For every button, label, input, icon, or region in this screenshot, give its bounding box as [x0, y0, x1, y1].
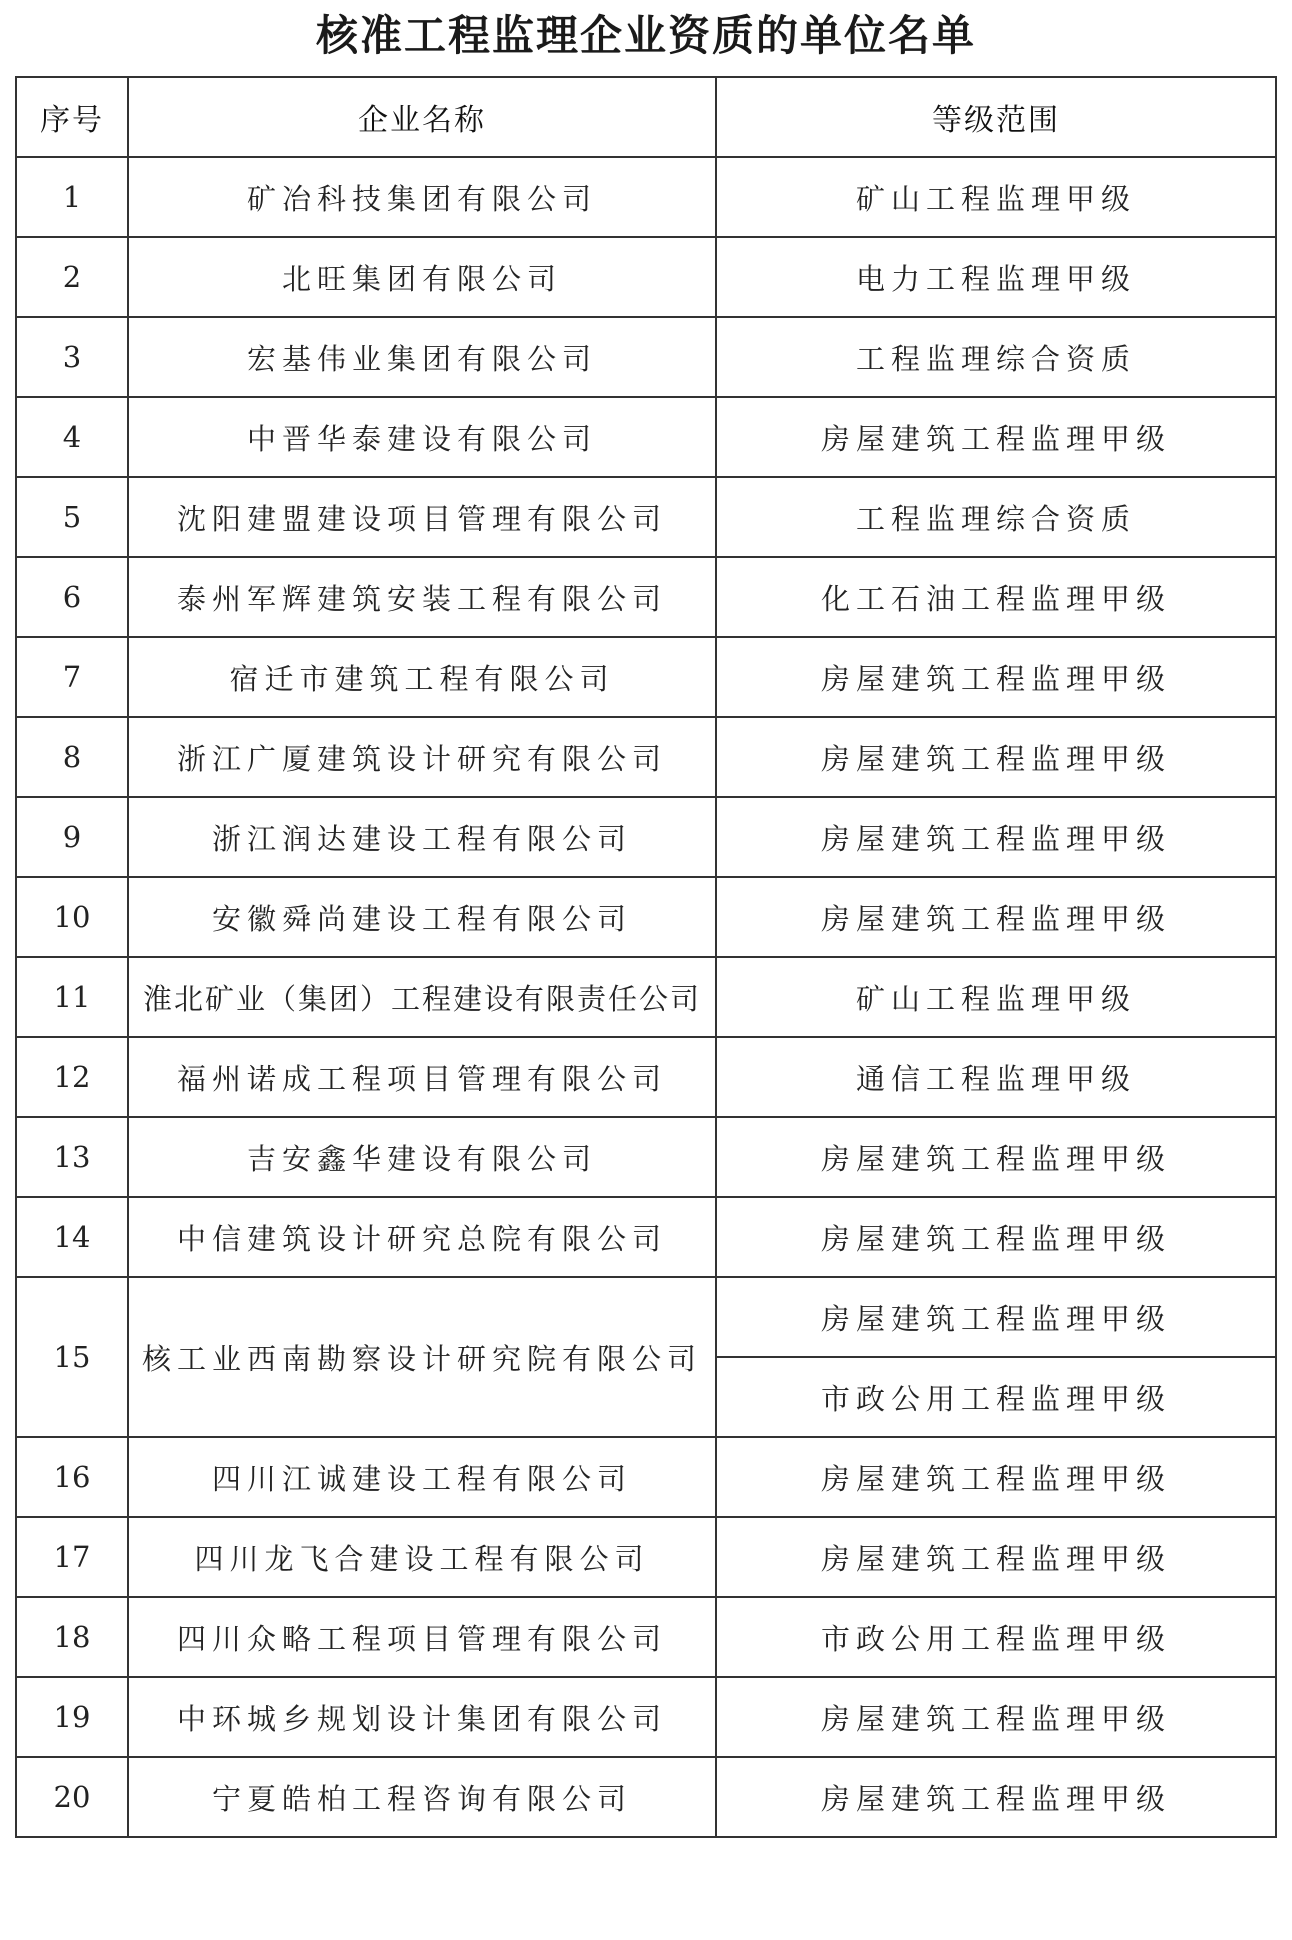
- qualification-scope-cell: 房屋建筑工程监理甲级: [716, 1677, 1276, 1757]
- table-row: [16, 637, 1276, 717]
- table-row: [16, 1757, 1276, 1837]
- qualification-scope-cell: 房屋建筑工程监理甲级: [716, 1117, 1276, 1197]
- table-row: [16, 1517, 1276, 1597]
- serial-number-cell: 12: [16, 1037, 128, 1117]
- serial-number-cell: 9: [16, 797, 128, 877]
- table-row: [16, 957, 1276, 1037]
- table-row: [16, 557, 1276, 637]
- qualification-scope-cell: 化工石油工程监理甲级: [716, 557, 1276, 637]
- serial-number-cell: 19: [16, 1677, 128, 1757]
- table-row: [16, 1677, 1276, 1757]
- qualification-scope-cell: 房屋建筑工程监理甲级: [716, 797, 1276, 877]
- serial-number-cell: 7: [16, 637, 128, 717]
- table-row: [16, 1277, 1276, 1357]
- header-company-name: 企业名称: [128, 77, 716, 157]
- table-row: [16, 1117, 1276, 1197]
- table-row: [16, 1597, 1276, 1677]
- company-name-cell: 北旺集团有限公司: [128, 237, 716, 317]
- company-name-cell: 宏基伟业集团有限公司: [128, 317, 716, 397]
- serial-number-cell: 17: [16, 1517, 128, 1597]
- qualification-scope-cell: 房屋建筑工程监理甲级: [716, 1277, 1276, 1357]
- serial-number-cell: 15: [16, 1277, 128, 1437]
- table-row: [16, 477, 1276, 557]
- table-row: [16, 1197, 1276, 1277]
- serial-number-cell: 16: [16, 1437, 128, 1517]
- qualification-scope-cell: 房屋建筑工程监理甲级: [716, 637, 1276, 717]
- qualification-scope-cell: 工程监理综合资质: [716, 477, 1276, 557]
- company-name-cell: 泰州军辉建筑安装工程有限公司: [128, 557, 716, 637]
- company-name-cell: 浙江润达建设工程有限公司: [128, 797, 716, 877]
- company-name-cell: 宁夏皓柏工程咨询有限公司: [128, 1757, 716, 1837]
- qualification-scope-cell: 房屋建筑工程监理甲级: [716, 877, 1276, 957]
- serial-number-cell: 6: [16, 557, 128, 637]
- table-header-row: [16, 77, 1276, 157]
- serial-number-cell: 11: [16, 957, 128, 1037]
- table-row: [16, 157, 1276, 237]
- qualification-scope-cell: 市政公用工程监理甲级: [716, 1597, 1276, 1677]
- company-name-cell: 四川龙飞合建设工程有限公司: [128, 1517, 716, 1597]
- serial-number-cell: 4: [16, 397, 128, 477]
- table-body: [16, 157, 1276, 1837]
- table-row: [16, 237, 1276, 317]
- company-name-cell: 中环城乡规划设计集团有限公司: [128, 1677, 716, 1757]
- qualification-scope-cell: 矿山工程监理甲级: [716, 957, 1276, 1037]
- qualification-scope-cell: 市政公用工程监理甲级: [716, 1357, 1276, 1437]
- serial-number-cell: 18: [16, 1597, 128, 1677]
- serial-number-cell: 5: [16, 477, 128, 557]
- qualification-scope-cell: 房屋建筑工程监理甲级: [716, 1437, 1276, 1517]
- table-row: [16, 317, 1276, 397]
- serial-number-cell: 8: [16, 717, 128, 797]
- qualification-scope-cell: 矿山工程监理甲级: [716, 157, 1276, 237]
- serial-number-cell: 10: [16, 877, 128, 957]
- qualification-scope-cell: 电力工程监理甲级: [716, 237, 1276, 317]
- company-name-cell: 中晋华泰建设有限公司: [128, 397, 716, 477]
- company-name-cell: 四川江诚建设工程有限公司: [128, 1437, 716, 1517]
- company-name-cell: 宿迁市建筑工程有限公司: [128, 637, 716, 717]
- qualification-scope-cell: 房屋建筑工程监理甲级: [716, 397, 1276, 477]
- company-name-cell: 淮北矿业（集团）工程建设有限责任公司: [128, 957, 716, 1037]
- company-name-cell: 浙江广厦建筑设计研究有限公司: [128, 717, 716, 797]
- table-row: [16, 1437, 1276, 1517]
- company-name-cell: 矿冶科技集团有限公司: [128, 157, 716, 237]
- company-name-cell: 四川众略工程项目管理有限公司: [128, 1597, 716, 1677]
- serial-number-cell: 3: [16, 317, 128, 397]
- table-row: [16, 717, 1276, 797]
- table-row: [16, 797, 1276, 877]
- document-title: 核准工程监理企业资质的单位名单: [315, 11, 976, 60]
- company-name-cell: 吉安鑫华建设有限公司: [128, 1117, 716, 1197]
- serial-number-cell: 2: [16, 237, 128, 317]
- company-name-cell: 核工业西南勘察设计研究院有限公司: [128, 1277, 716, 1437]
- qualification-scope-cell: 房屋建筑工程监理甲级: [716, 1757, 1276, 1837]
- company-qualification-table: [15, 76, 1277, 1838]
- company-name-cell: 沈阳建盟建设项目管理有限公司: [128, 477, 716, 557]
- serial-number-cell: 14: [16, 1197, 128, 1277]
- qualification-scope-cell: 工程监理综合资质: [716, 317, 1276, 397]
- serial-number-cell: 1: [16, 157, 128, 237]
- qualification-scope-cell: 房屋建筑工程监理甲级: [716, 1197, 1276, 1277]
- serial-number-cell: 20: [16, 1757, 128, 1837]
- company-name-cell: 福州诺成工程项目管理有限公司: [128, 1037, 716, 1117]
- table-row: [16, 877, 1276, 957]
- qualification-scope-cell: 房屋建筑工程监理甲级: [716, 717, 1276, 797]
- table-row: [16, 397, 1276, 477]
- company-name-cell: 中信建筑设计研究总院有限公司: [128, 1197, 716, 1277]
- company-name-cell: 安徽舜尚建设工程有限公司: [128, 877, 716, 957]
- header-qualification-scope: 等级范围: [716, 77, 1276, 157]
- serial-number-cell: 13: [16, 1117, 128, 1197]
- table-row: [16, 1037, 1276, 1117]
- qualification-scope-cell: 房屋建筑工程监理甲级: [716, 1517, 1276, 1597]
- header-serial-number: 序号: [16, 77, 128, 157]
- qualification-scope-cell: 通信工程监理甲级: [716, 1037, 1276, 1117]
